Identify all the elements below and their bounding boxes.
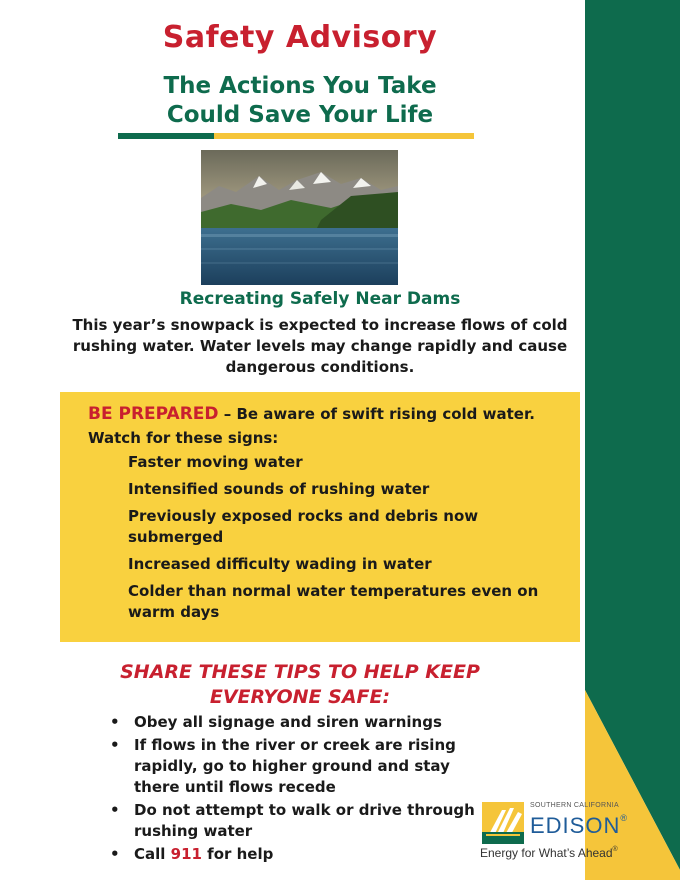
tip-text: If flows in the river or creek are rising rapidly, go to higher ground and stay there until flows recede [134,736,456,796]
warning-sign-item: Colder than normal water temperatures even on warm days [128,582,539,621]
logo-tagline [480,846,618,860]
bullet-icon: • [110,801,120,819]
warning-sign-item: Increased difficulty wading in water [128,555,432,573]
logo-name-text: EDISON [530,813,621,838]
call-prefix: Call [134,845,171,863]
share-tips-heading [80,660,520,710]
intro-paragraph: This year’s snowpack is expected to increase flows of cold rushing water. Water levels may change rapidly and cause dangerous conditions. [72,316,568,376]
divider-green [118,133,214,139]
divider-gold [214,133,474,139]
share-heading-line-1: SHARE THESE TIPS TO HELP KEEP [120,661,480,683]
be-prepared-lead [88,402,558,450]
page-subtitle [0,72,600,130]
logo-small-text: SOUTHERN CALIFORNIA [530,802,619,809]
warning-sign-item: Intensified sounds of rushing water [128,480,430,498]
call-suffix: for help [201,845,274,863]
subtitle-line-2: Could Save Your Life [166,102,434,128]
section-heading: Recreating Safely Near Dams [179,289,461,309]
warning-signs-list [128,452,548,629]
emergency-number: 911 [170,845,202,863]
bullet-icon: • [110,713,120,731]
logo-name [530,813,628,839]
bullet-icon: • [110,845,120,863]
bullet-icon: • [110,736,120,754]
share-heading-line-2: EVERYONE SAFE: [209,686,391,708]
tip-text: Obey all signage and siren warnings [134,713,442,731]
edison-logo [480,800,630,870]
tip-item [110,800,490,842]
be-prepared-label: BE PREPARED [88,404,219,424]
tip-text: Do not attempt to walk or drive through rushing water [134,801,475,840]
logo-tagline-text: Energy for What’s Ahead [480,846,613,860]
tagline-registered-mark: ® [612,846,618,853]
tip-item [110,735,490,798]
warning-sign-item: Previously exposed rocks and debris now submerged [128,507,479,546]
sunburst-logo-icon [482,802,524,844]
page-title: Safety Advisory [162,20,438,55]
subtitle-line-1: The Actions You Take [163,73,437,99]
be-prepared-text: – Be aware of swift rising cold water. Watch for these signs: [88,405,535,447]
warning-sign-item: Faster moving water [128,453,303,471]
registered-mark: ® [620,813,628,823]
be-prepared-box [60,392,580,642]
tip-item [110,844,490,865]
tip-item [110,712,490,733]
mountain-lake-photo [201,150,398,285]
safety-tips-list [110,712,490,867]
